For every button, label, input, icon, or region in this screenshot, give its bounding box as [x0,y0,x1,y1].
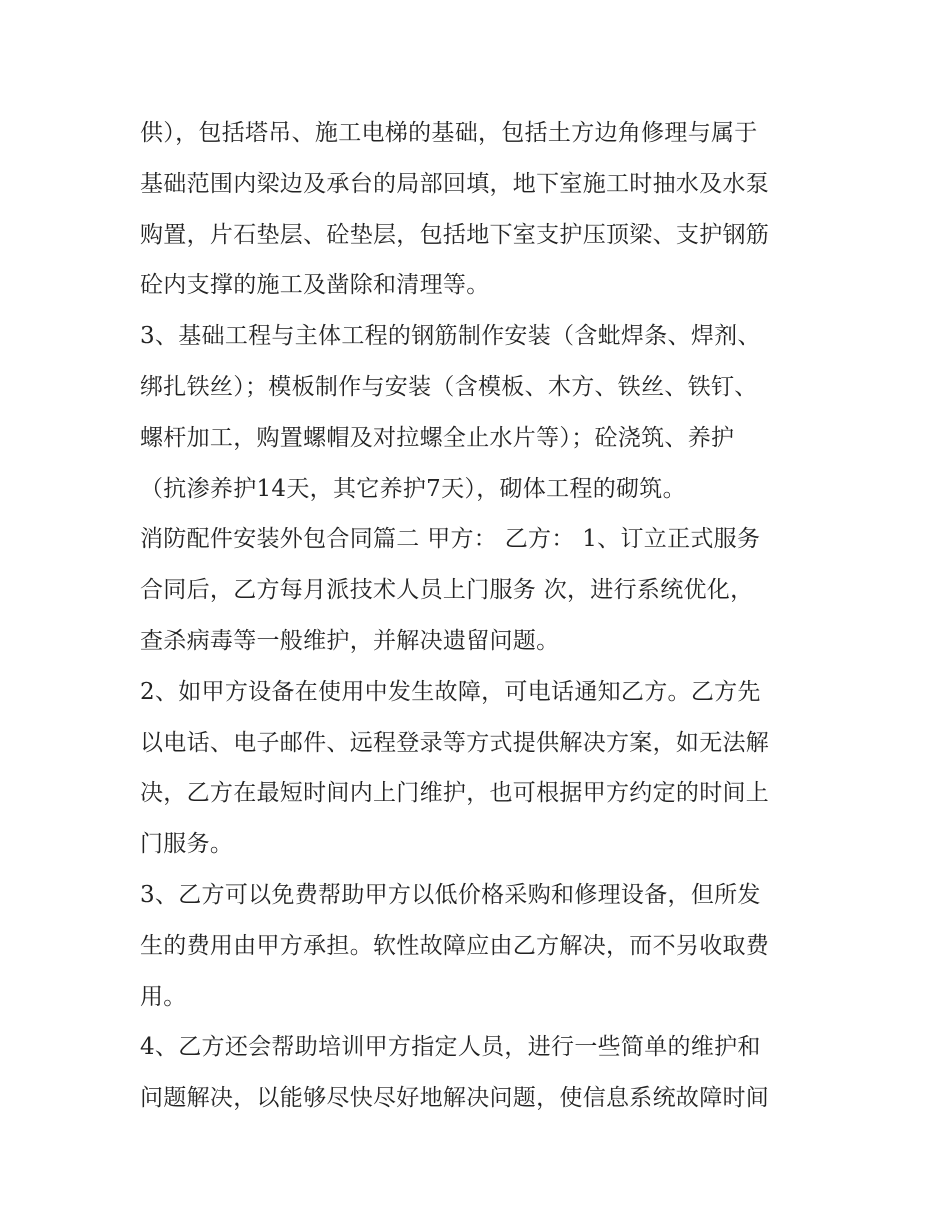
paragraph-foundation-scope [140,108,815,311]
text-line: 3、基础工程与主体工程的钢筋制作安装（含蚍焊条、焊剂、 [140,323,761,350]
text-line: 基础范围内梁边及承台的局部回填，地下室施工时抽水及水泵 [140,170,770,197]
text-line: 绑扎铁丝）；模板制作与安装（含模板、木方、铁丝、铁钉、 [140,373,758,400]
paragraph-item-3-rebar [140,311,815,514]
text-line: 以电话、电子邮件、远程登录等方式提供解决方案，如无法解 [140,729,770,756]
text-line: 问题解决，以能够尽快尽好地解决问题，使信息系统故障时间 [140,1085,770,1112]
text-line: 购置，片石垫层、砼垫层，包括地下室支护压顶梁、支护钢筋 [140,221,770,248]
text-line: 生的费用由甲方承担。软性故障应由乙方解决，而不另收取费 [140,932,770,959]
text-line: 查杀病毒等一般维护，并解决遗留问题。 [140,627,560,654]
text-line: 消防配件安装外包合同篇二 甲方： 乙方： 1、订立正式服务 [140,526,761,553]
text-line: 合同后，乙方每月派技术人员上门服务 次，进行系统优化， [140,577,754,604]
text-line: 4、乙方还会帮助培训甲方指定人员，进行一些简单的维护和 [140,1034,761,1061]
paragraph-contract-two-intro [140,514,815,666]
text-line: 供），包括塔吊、施工电梯的基础，包括土方边角修理与属于 [140,120,758,146]
text-line: 决，乙方在最短时间内上门维护，也可根据甲方约定的时间上 [140,780,770,807]
paragraph-item-4-training [140,1022,815,1124]
paragraph-item-2-faults [140,667,815,870]
text-line: 门服务。 [140,831,234,858]
text-line: 2、如甲方设备在使用中发生故障，可电话通知乙方。乙方先 [140,678,761,705]
text-line: 用。 [140,983,187,1010]
paragraph-item-3-procurement [140,870,815,1022]
document-body [140,108,815,1124]
text-line: （抗渗养护14天，其它养护7天），砌体工程的砌筑。 [140,475,686,502]
text-line: 螺杆加工，购置螺帽及对拉螺全止水片等）；砼浇筑、养护 [140,424,735,451]
text-line: 3、乙方可以免费帮助甲方以低价格采购和修理设备，但所发 [140,881,761,908]
text-line: 砼内支撑的施工及凿除和清理等。 [140,272,490,299]
